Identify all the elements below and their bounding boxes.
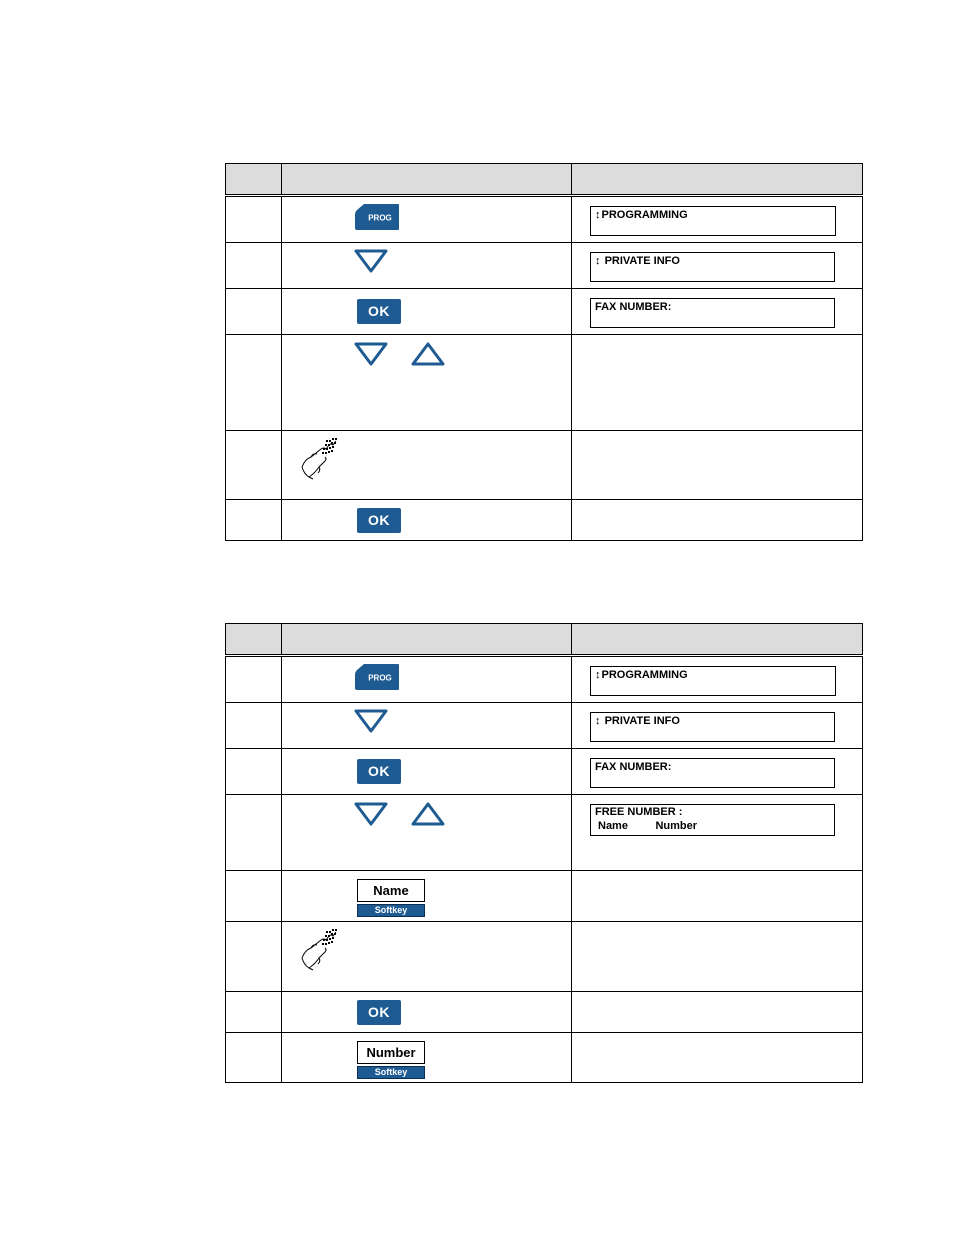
- step-cell: [226, 289, 282, 335]
- action-cell: [282, 922, 572, 992]
- step-cell: [226, 795, 282, 871]
- table-header-row: [226, 624, 863, 656]
- prog-key-label: PROG: [368, 673, 392, 683]
- table-row: [226, 500, 863, 541]
- lcd-text: PROGRAMMING: [601, 209, 688, 221]
- display-cell: [572, 922, 863, 992]
- softkey-label: Number: [357, 1041, 425, 1064]
- display-cell: [572, 656, 863, 703]
- action-cell: [282, 703, 572, 749]
- table-header-row: [226, 164, 863, 196]
- up-arrow-icon[interactable]: [410, 801, 446, 827]
- action-cell: [282, 1033, 572, 1083]
- step-cell: [226, 500, 282, 541]
- lcd-text: FAX NUMBER:: [595, 761, 672, 773]
- action-cell: [282, 243, 572, 289]
- hand-keypad-icon: [299, 928, 341, 972]
- ok-button[interactable]: OK: [357, 508, 401, 533]
- step-cell: [226, 1033, 282, 1083]
- display-cell: [572, 289, 863, 335]
- step-cell: [226, 992, 282, 1033]
- lcd-display: [590, 804, 835, 836]
- action-cell: [282, 871, 572, 922]
- action-cell: [282, 335, 572, 431]
- display-cell: [572, 749, 863, 795]
- display-cell: [572, 1033, 863, 1083]
- ok-button[interactable]: OK: [357, 299, 401, 324]
- procedure-table-fax-number: [225, 163, 863, 541]
- lcd-text: PROGRAMMING: [601, 669, 688, 681]
- down-arrow-icon[interactable]: [353, 801, 389, 827]
- step-cell: [226, 922, 282, 992]
- down-arrow-icon[interactable]: [353, 341, 389, 367]
- prog-key-icon[interactable]: [354, 663, 400, 691]
- action-cell: [282, 749, 572, 795]
- step-cell: [226, 749, 282, 795]
- lcd-display: [590, 758, 835, 788]
- step-cell: [226, 871, 282, 922]
- display-cell: [572, 795, 863, 871]
- action-cell: [282, 992, 572, 1033]
- display-cell: [572, 992, 863, 1033]
- display-cell: [572, 871, 863, 922]
- prog-key-icon[interactable]: [354, 203, 400, 231]
- ok-button[interactable]: OK: [357, 1000, 401, 1025]
- softkey-tag: Softkey: [357, 1066, 425, 1079]
- updown-arrow-icon: ↕: [595, 209, 601, 221]
- lcd-text: PRIVATE INFO: [604, 255, 680, 267]
- lcd-text: FAX NUMBER:: [595, 301, 672, 313]
- ok-button[interactable]: OK: [357, 759, 401, 784]
- lcd-text-line2: Name Number: [598, 820, 698, 832]
- updown-arrow-icon: ↕: [595, 669, 601, 681]
- step-cell: [226, 243, 282, 289]
- lcd-display: [590, 298, 835, 328]
- action-cell: [282, 795, 572, 871]
- action-cell: [282, 289, 572, 335]
- table-row: [226, 922, 863, 992]
- header-action-col: [282, 164, 572, 196]
- hand-keypad-icon: [299, 437, 341, 481]
- down-arrow-icon[interactable]: [353, 248, 389, 274]
- updown-arrow-icon: ↕: [595, 255, 601, 267]
- table-row: [226, 196, 863, 243]
- name-softkey[interactable]: [357, 879, 425, 917]
- action-cell: [282, 431, 572, 500]
- table-row: [226, 871, 863, 922]
- step-cell: [226, 703, 282, 749]
- lcd-text: PRIVATE INFO: [604, 715, 680, 727]
- softkey-tag: Softkey: [357, 904, 425, 917]
- lcd-display: [590, 252, 835, 282]
- display-cell: [572, 196, 863, 243]
- action-cell: [282, 656, 572, 703]
- step-cell: [226, 335, 282, 431]
- softkey-label: Name: [357, 879, 425, 902]
- table-row: [226, 431, 863, 500]
- step-cell: [226, 196, 282, 243]
- lcd-display: [590, 666, 836, 696]
- down-arrow-icon[interactable]: [353, 708, 389, 734]
- header-step-col: [226, 624, 282, 656]
- display-cell: [572, 703, 863, 749]
- number-softkey[interactable]: [357, 1041, 425, 1079]
- table-row: [226, 1033, 863, 1083]
- up-arrow-icon[interactable]: [410, 341, 446, 367]
- table-row: [226, 749, 863, 795]
- table-row: [226, 335, 863, 431]
- procedure-table-free-number: [225, 623, 863, 1083]
- header-step-col: [226, 164, 282, 196]
- lcd-display: [590, 206, 836, 236]
- table-row: [226, 703, 863, 749]
- display-cell: [572, 431, 863, 500]
- display-cell: [572, 500, 863, 541]
- lcd-text-line1: FREE NUMBER :: [595, 806, 683, 818]
- display-cell: [572, 335, 863, 431]
- table-row: [226, 992, 863, 1033]
- table-row: [226, 795, 863, 871]
- table-row: [226, 243, 863, 289]
- lcd-display: [590, 712, 835, 742]
- header-display-col: [572, 164, 863, 196]
- display-cell: [572, 243, 863, 289]
- updown-arrow-icon: ↕: [595, 715, 601, 727]
- action-cell: [282, 196, 572, 243]
- prog-key-label: PROG: [368, 213, 392, 223]
- header-display-col: [572, 624, 863, 656]
- table-row: [226, 656, 863, 703]
- table-row: [226, 289, 863, 335]
- step-cell: [226, 656, 282, 703]
- action-cell: [282, 500, 572, 541]
- header-action-col: [282, 624, 572, 656]
- step-cell: [226, 431, 282, 500]
